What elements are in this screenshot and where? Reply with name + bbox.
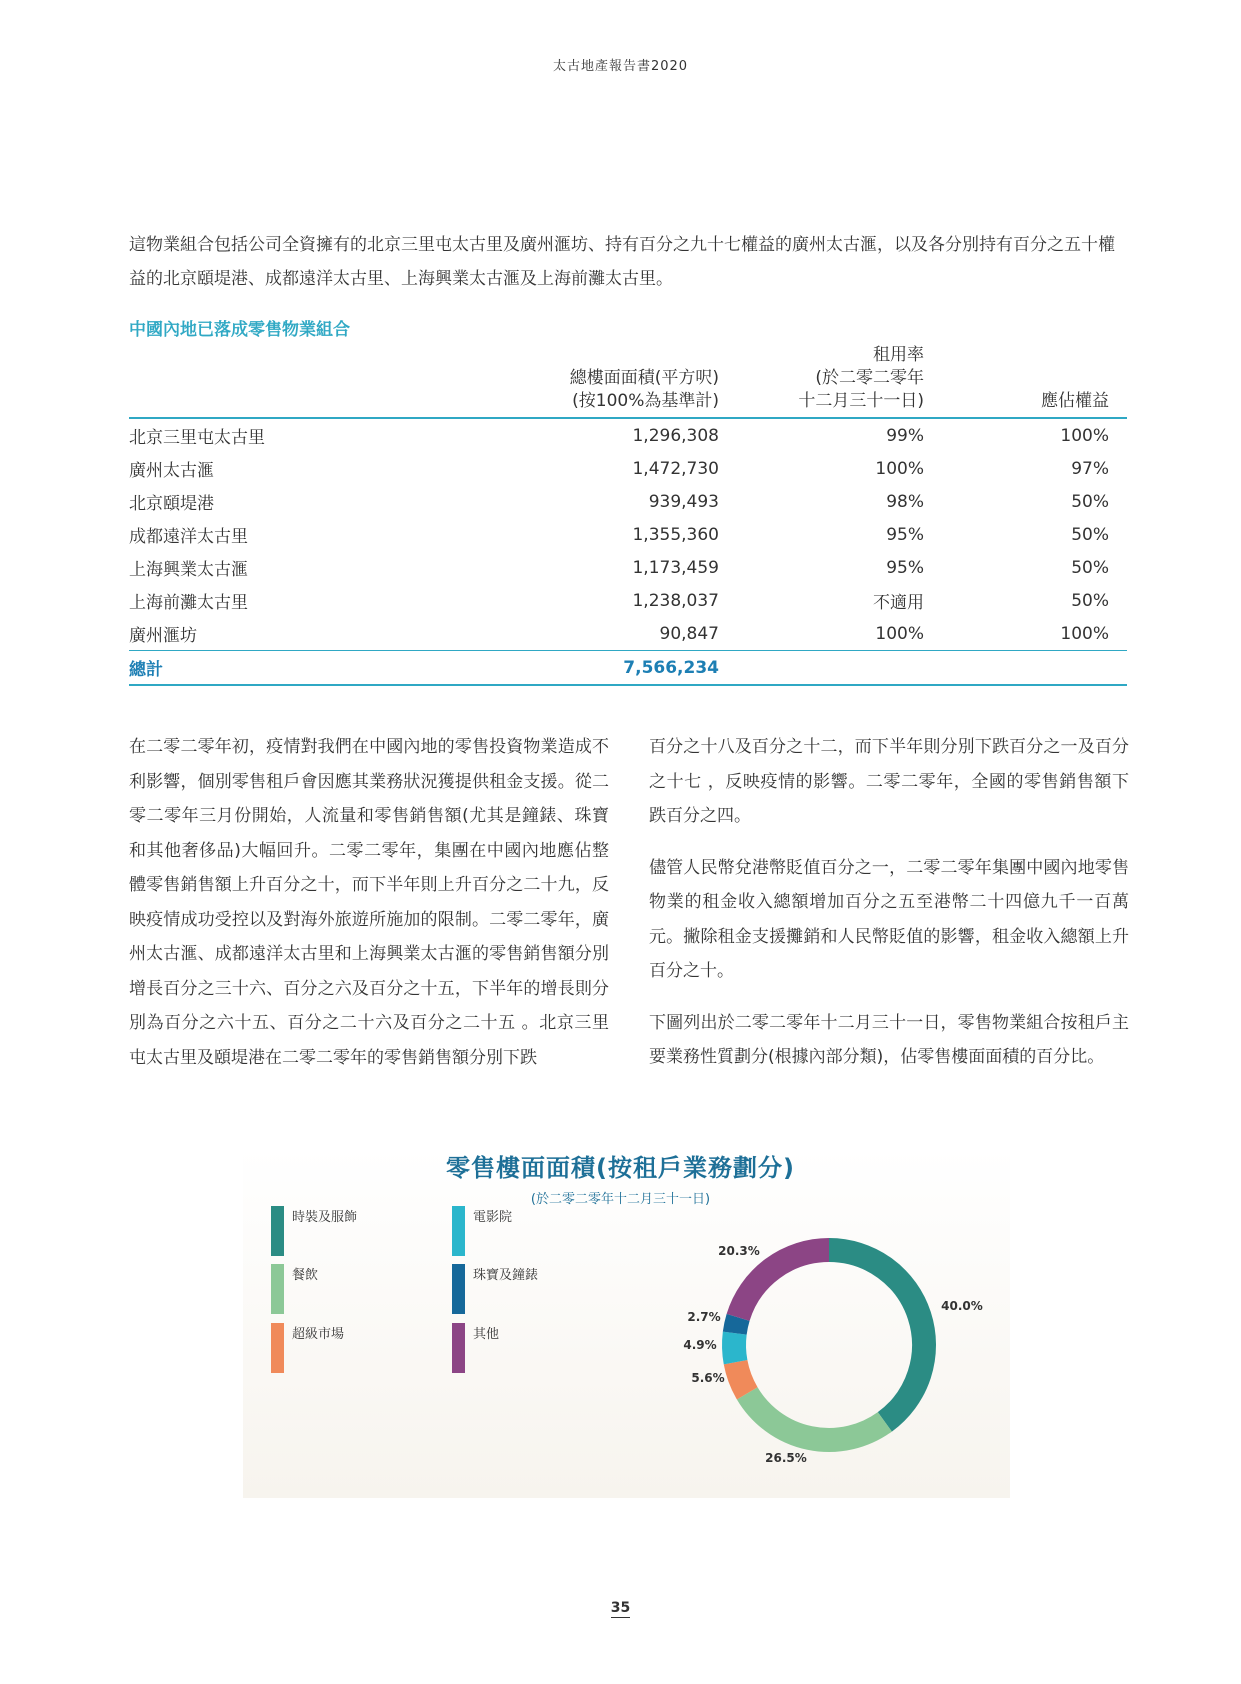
occupancy-value: 95% [886, 557, 924, 578]
property-name: 成都遠洋太古里 [129, 527, 248, 547]
interest-value: 50% [1071, 491, 1109, 512]
data-label: 40.0% [941, 1299, 983, 1313]
occupancy-value: 不適用 [873, 593, 924, 613]
body-paragraph: 下圖列出於二零二零年十二月三十一日，零售物業組合按租戶主要業務性質劃分(根據內部分類)，佔零售樓面面積的百分比。 [649, 1012, 1129, 1067]
interest-value: 100% [1060, 425, 1109, 446]
donut-segment [829, 1250, 924, 1422]
occupancy-value: 100% [875, 623, 924, 644]
total-label: 總計 [129, 651, 459, 686]
gfa-value: 1,472,730 [632, 458, 719, 479]
page-number-text: 35 [610, 1600, 631, 1616]
chart-title: 零售樓面面積(按租戶業務劃分) [446, 1154, 795, 1182]
occupancy-value: 98% [886, 491, 924, 512]
donut-segment [747, 1393, 885, 1440]
data-label: 2.7% [687, 1310, 721, 1324]
occupancy-value: 95% [886, 524, 924, 545]
legend-label: 餐飲 [292, 1268, 319, 1283]
gfa-value: 90,847 [659, 623, 719, 644]
legend-label: 超級市場 [292, 1327, 345, 1342]
data-label: 4.9% [683, 1338, 717, 1352]
property-name: 廣州太古滙 [129, 461, 214, 481]
property-name: 北京三里屯太古里 [129, 428, 265, 448]
gfa-value: 1,355,360 [632, 524, 719, 545]
table-title: 中國內地已落成零售物業組合 [129, 320, 350, 340]
donut-segment [736, 1362, 748, 1393]
chart-subtitle: (於二零二零年十二月三十一日) [530, 1192, 711, 1207]
legend-label: 其他 [473, 1327, 500, 1342]
occupancy-value: 99% [886, 425, 924, 446]
data-label: 20.3% [718, 1244, 760, 1258]
gfa-value: 1,296,308 [632, 425, 719, 446]
property-name: 上海前灘太古里 [129, 593, 248, 613]
interest-value: 100% [1060, 623, 1109, 644]
occupancy-value: 100% [875, 458, 924, 479]
data-label: 26.5% [765, 1451, 807, 1465]
interest-value: 97% [1071, 458, 1109, 479]
legend-label: 電影院 [473, 1210, 513, 1225]
header-occupancy-line-1: 租用率 [873, 345, 924, 365]
total-gfa-value: 7,566,234 [459, 651, 719, 686]
interest-value: 50% [1071, 524, 1109, 545]
intro-paragraph: 這物業組合包括公司全資擁有的北京三里屯太古里及廣州滙坊、持有百分之九十七權益的廣州太古滙，以及各分別持有百分之五十權益的北京頤堤港、成都遠洋太古里、上海興業太古滙及上海前灘太古里。 [129, 235, 1115, 289]
legend-label: 時裝及服飾 [292, 1210, 358, 1225]
property-name: 北京頤堤港 [129, 494, 214, 514]
donut-segment [735, 1317, 738, 1333]
body-paragraph: 儘管人民幣兌港幣貶值百分之一，二零二零年集團中國內地零售物業的租金收入總額增加百分之五至港幣二十四億九千一百萬元。撇除租金支援攤銷和人民幣貶值的影響，租金收入總額上升百分之十。 [649, 857, 1129, 981]
gfa-value: 939,493 [648, 491, 719, 512]
report-header: 太古地產報告書2020 [552, 59, 689, 74]
legend-label: 珠寶及鐘錶 [473, 1268, 539, 1283]
page-number [0, 1600, 1241, 1616]
interest-value: 50% [1071, 590, 1109, 611]
interest-value: 50% [1071, 557, 1109, 578]
header-occupancy-line-2: (於二零二零年 [815, 368, 924, 388]
data-label: 5.6% [691, 1371, 725, 1385]
header-occupancy-line-3: 十二月三十一日) [798, 391, 924, 411]
header-gfa-line-2: (按100%為基準計) [572, 391, 719, 411]
property-name: 上海興業太古滙 [129, 560, 248, 580]
donut-segment [738, 1250, 829, 1317]
gfa-value: 1,173,459 [632, 557, 719, 578]
donut-segment [734, 1333, 736, 1362]
property-name: 廣州滙坊 [129, 626, 197, 646]
header-gfa-line-1: 總樓面面積(平方呎) [569, 368, 719, 388]
body-paragraph: 在二零二零年初，疫情對我們在中國內地的零售投資物業造成不利影響，個別零售租戶會因應其業務狀況獲提供租金支援。從二零二零年三月份開始，人流量和零售銷售額(尤其是鐘錶、珠寶和其他奢侈品)大幅回升。二零二零年，集團在中國內地應佔整體零售銷售額上升百分之十，而下半年則上升百分之二十九，反映疫情成功受控以及對海外旅遊所施加的限制。二零二零年，廣州太古滙、成都遠洋太古里和上海興業太古滙的零售銷售額分別增長百分之三十六、百分之六及百分之十五，下半年的增長則分別為百分之六十五、百分之二十六及百分之二十五 。北京三里屯太古里及頤堤港在二零二零年的零售銷售額分別下跌 [129, 737, 609, 1068]
body-paragraph: 百分之十八及百分之十二，而下半年則分別下跌百分之一及百分之十七 ，反映疫情的影響。二零二零年，全國的零售銷售額下跌百分之四。 [649, 737, 1129, 826]
gfa-value: 1,238,037 [632, 590, 719, 611]
header-interest-line-1: 應佔權益 [1041, 391, 1109, 411]
